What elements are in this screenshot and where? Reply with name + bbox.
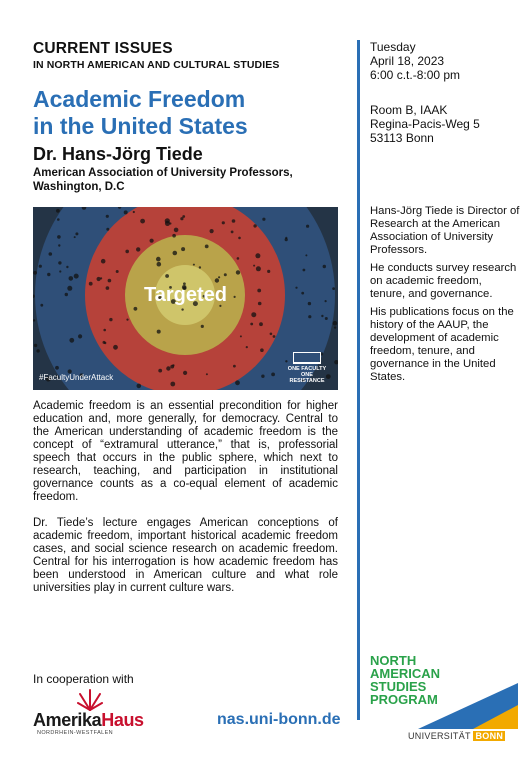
bullet-hole bbox=[181, 308, 183, 310]
bullet-hole bbox=[250, 323, 253, 326]
bullet-hole bbox=[273, 335, 276, 338]
bullet-hole bbox=[201, 325, 204, 328]
bullet-hole bbox=[125, 250, 129, 254]
bullet-hole bbox=[262, 218, 265, 221]
bullet-hole bbox=[58, 244, 60, 246]
bullet-hole bbox=[116, 270, 119, 273]
bullet-hole bbox=[251, 312, 256, 317]
abstract-paragraph-1: Academic freedom is an essential precondition for higher education and, more generally, for democracy. Central to the American understanding of academic freedom is the concept of “extramural utterance,” that is, professorial speech that occurs in the public sphere, which next to research, teaching, and participation in institutional governance counts as a co-equal element of academic freedom. bbox=[33, 400, 338, 503]
bullet-hole bbox=[39, 265, 42, 268]
star-burst-icon bbox=[77, 688, 103, 712]
bullet-hole bbox=[69, 276, 74, 281]
one-faculty-logo bbox=[283, 352, 331, 384]
bullet-hole bbox=[333, 321, 338, 326]
bullet-hole bbox=[285, 238, 288, 241]
lecture-title-line2: in the United States bbox=[33, 113, 248, 139]
event-day: Tuesday bbox=[370, 40, 416, 54]
bullet-hole bbox=[224, 273, 227, 276]
bullet-hole bbox=[174, 228, 179, 233]
bullet-hole bbox=[218, 276, 220, 278]
vertical-divider bbox=[357, 40, 360, 720]
bullet-hole bbox=[308, 315, 311, 318]
bullet-hole bbox=[126, 319, 128, 321]
amerikahaus-subtitle: NORDRHEIN-WESTFALEN bbox=[37, 730, 114, 736]
bullet-hole bbox=[253, 224, 256, 227]
bullet-hole bbox=[158, 369, 162, 373]
logo-line2: ONE RESISTANCE bbox=[289, 372, 325, 384]
bullet-hole bbox=[170, 382, 175, 387]
speaker-name: Dr. Hans-Jörg Tiede bbox=[33, 144, 203, 164]
event-venue bbox=[370, 103, 520, 145]
venue-room: Room B, IAAK bbox=[370, 103, 448, 117]
bullet-hole bbox=[103, 329, 106, 332]
bullet-hole bbox=[136, 247, 140, 251]
bullet-hole bbox=[172, 364, 174, 366]
affiliation-line2: Washington, D.C bbox=[33, 181, 125, 193]
event-datetime bbox=[370, 40, 520, 82]
bullet-hole bbox=[206, 373, 208, 375]
bullet-hole bbox=[334, 326, 336, 328]
bullet-hole bbox=[199, 266, 201, 268]
universitaet-text: UNIVERSITÄT bbox=[408, 731, 471, 741]
uni-bonn-wordmark bbox=[408, 731, 505, 741]
amerika-text: Amerika bbox=[33, 710, 102, 730]
lecture-title-line1: Academic Freedom bbox=[33, 86, 246, 112]
event-date: April 18, 2023 bbox=[370, 54, 445, 68]
bullet-hole bbox=[173, 251, 178, 256]
bullet-hole bbox=[56, 209, 60, 213]
bullet-hole bbox=[253, 265, 255, 267]
bullet-hole bbox=[261, 375, 264, 378]
bullet-hole bbox=[246, 346, 248, 348]
bullet-hole bbox=[321, 315, 323, 317]
bullet-hole bbox=[57, 218, 60, 221]
target-photo bbox=[33, 207, 338, 390]
targeted-label: Targeted bbox=[144, 284, 227, 306]
bullet-hole bbox=[106, 215, 109, 218]
amerikahaus-wordmark bbox=[33, 710, 144, 731]
bullet-hole bbox=[75, 232, 78, 235]
bullet-hole bbox=[172, 234, 176, 238]
bullet-hole bbox=[47, 273, 50, 276]
bullet-hole bbox=[215, 278, 219, 282]
bullet-hole bbox=[180, 217, 183, 220]
building-icon bbox=[293, 352, 321, 364]
bullet-hole bbox=[97, 277, 101, 281]
amerikahaus-logo bbox=[33, 690, 163, 736]
bullet-hole bbox=[270, 333, 273, 336]
nas-line4: PROGRAM bbox=[370, 692, 438, 707]
bullet-hole bbox=[58, 261, 61, 264]
bullet-hole bbox=[100, 277, 102, 279]
bullet-hole bbox=[232, 219, 236, 223]
bullet-hole bbox=[133, 211, 135, 213]
series-title: CURRENT ISSUES bbox=[33, 40, 173, 57]
bonn-text: BONN bbox=[475, 731, 504, 741]
bullet-hole bbox=[157, 330, 161, 334]
cooperation-label: In cooperation with bbox=[33, 672, 134, 686]
bullet-hole bbox=[49, 252, 53, 256]
bullet-hole bbox=[305, 254, 307, 256]
hashtag-label: #FacultyUnderAttack bbox=[39, 373, 114, 382]
bullet-hole bbox=[193, 264, 195, 266]
bullet-hole bbox=[256, 266, 261, 271]
bullet-hole bbox=[78, 334, 82, 338]
logo-line1: ONE FACULTY bbox=[287, 366, 327, 372]
bullet-hole bbox=[74, 236, 76, 238]
bullet-hole bbox=[323, 265, 326, 268]
venue-city: 53113 Bonn bbox=[370, 131, 434, 145]
bullet-hole bbox=[137, 384, 142, 389]
bullet-hole bbox=[66, 266, 68, 268]
bullet-hole bbox=[303, 269, 306, 272]
bio-paragraph-1: Hans-Jörg Tiede is Director of Research at the American Association of University Professors. bbox=[370, 205, 520, 256]
event-time: 6:00 c.t.-8:00 pm bbox=[370, 68, 461, 82]
bullet-hole bbox=[240, 335, 242, 337]
bullet-hole bbox=[108, 279, 112, 283]
bullet-hole bbox=[255, 253, 260, 258]
lecture-title bbox=[33, 86, 333, 140]
bullet-hole bbox=[267, 270, 270, 273]
bullet-hole bbox=[166, 366, 170, 370]
haus-text: Haus bbox=[101, 710, 144, 730]
bullet-hole bbox=[306, 225, 309, 228]
uni-bonn-logo bbox=[408, 683, 518, 743]
bullet-hole bbox=[57, 235, 61, 239]
bullet-hole bbox=[235, 380, 240, 385]
bullet-hole bbox=[150, 239, 154, 243]
bio-paragraph-2: He conducts survey research on academic freedom, tenure, and governance. bbox=[370, 262, 517, 300]
bullet-hole bbox=[205, 245, 209, 249]
affiliation-line1: American Association of University Professors, bbox=[33, 167, 293, 179]
nas-line3: STUDIES bbox=[370, 679, 427, 694]
bullet-hole bbox=[165, 274, 169, 278]
bullet-hole bbox=[231, 231, 234, 234]
bullet-hole bbox=[156, 257, 161, 262]
bullet-hole bbox=[69, 338, 74, 343]
bullet-hole bbox=[183, 371, 187, 375]
bullet-hole bbox=[134, 307, 138, 311]
bullet-hole bbox=[271, 373, 275, 377]
speaker-bio bbox=[370, 205, 520, 389]
bullet-hole bbox=[36, 349, 39, 352]
bullet-hole bbox=[181, 247, 185, 251]
bullet-hole bbox=[33, 271, 37, 275]
bullet-hole bbox=[233, 365, 236, 368]
bullet-hole bbox=[140, 219, 145, 224]
nas-line2: AMERICAN bbox=[370, 666, 441, 681]
bio-paragraph-3: His publications focus on the history of the AAUP, the development of academic freedom, tenure, and governance in the United States. bbox=[370, 306, 514, 383]
bullet-hole bbox=[325, 317, 328, 320]
bullet-hole bbox=[101, 259, 106, 264]
bullet-hole bbox=[260, 348, 264, 352]
bullet-hole bbox=[59, 270, 61, 272]
bullet-hole bbox=[109, 318, 112, 321]
bullet-hole bbox=[74, 274, 79, 279]
bullet-hole bbox=[210, 229, 214, 233]
bullet-hole bbox=[55, 366, 59, 370]
website-link[interactable]: nas.uni-bonn.de bbox=[217, 711, 341, 728]
bullet-hole bbox=[106, 228, 109, 231]
uni-bonn-emblem-icon bbox=[418, 683, 518, 729]
bullet-hole bbox=[237, 257, 240, 260]
bullet-hole bbox=[157, 262, 162, 267]
bullet-hole bbox=[238, 237, 241, 240]
speaker-affiliation bbox=[33, 166, 333, 194]
abstract-paragraph-2: Dr. Tiede’s lecture engages American conceptions of academic freedom, important historical academic freedom cases, and social science research on academic freedom. Central for his interrogation is how academic freedom has been understood in American culture and what role universities play in current culture wars. bbox=[33, 517, 338, 594]
bullet-hole bbox=[165, 218, 170, 223]
bullet-hole bbox=[34, 344, 37, 347]
bullet-hole bbox=[124, 210, 128, 214]
bullet-hole bbox=[33, 319, 35, 321]
bullet-hole bbox=[236, 270, 240, 274]
bullet-hole bbox=[222, 221, 225, 224]
bullet-hole bbox=[113, 345, 118, 350]
series-subtitle: IN NORTH AMERICAN AND CULTURAL STUDIES bbox=[33, 59, 280, 71]
bullet-hole bbox=[259, 322, 263, 326]
nas-line1: NORTH bbox=[370, 653, 417, 668]
venue-street: Regina-Pacis-Weg 5 bbox=[370, 117, 480, 131]
bullet-hole bbox=[103, 341, 106, 344]
